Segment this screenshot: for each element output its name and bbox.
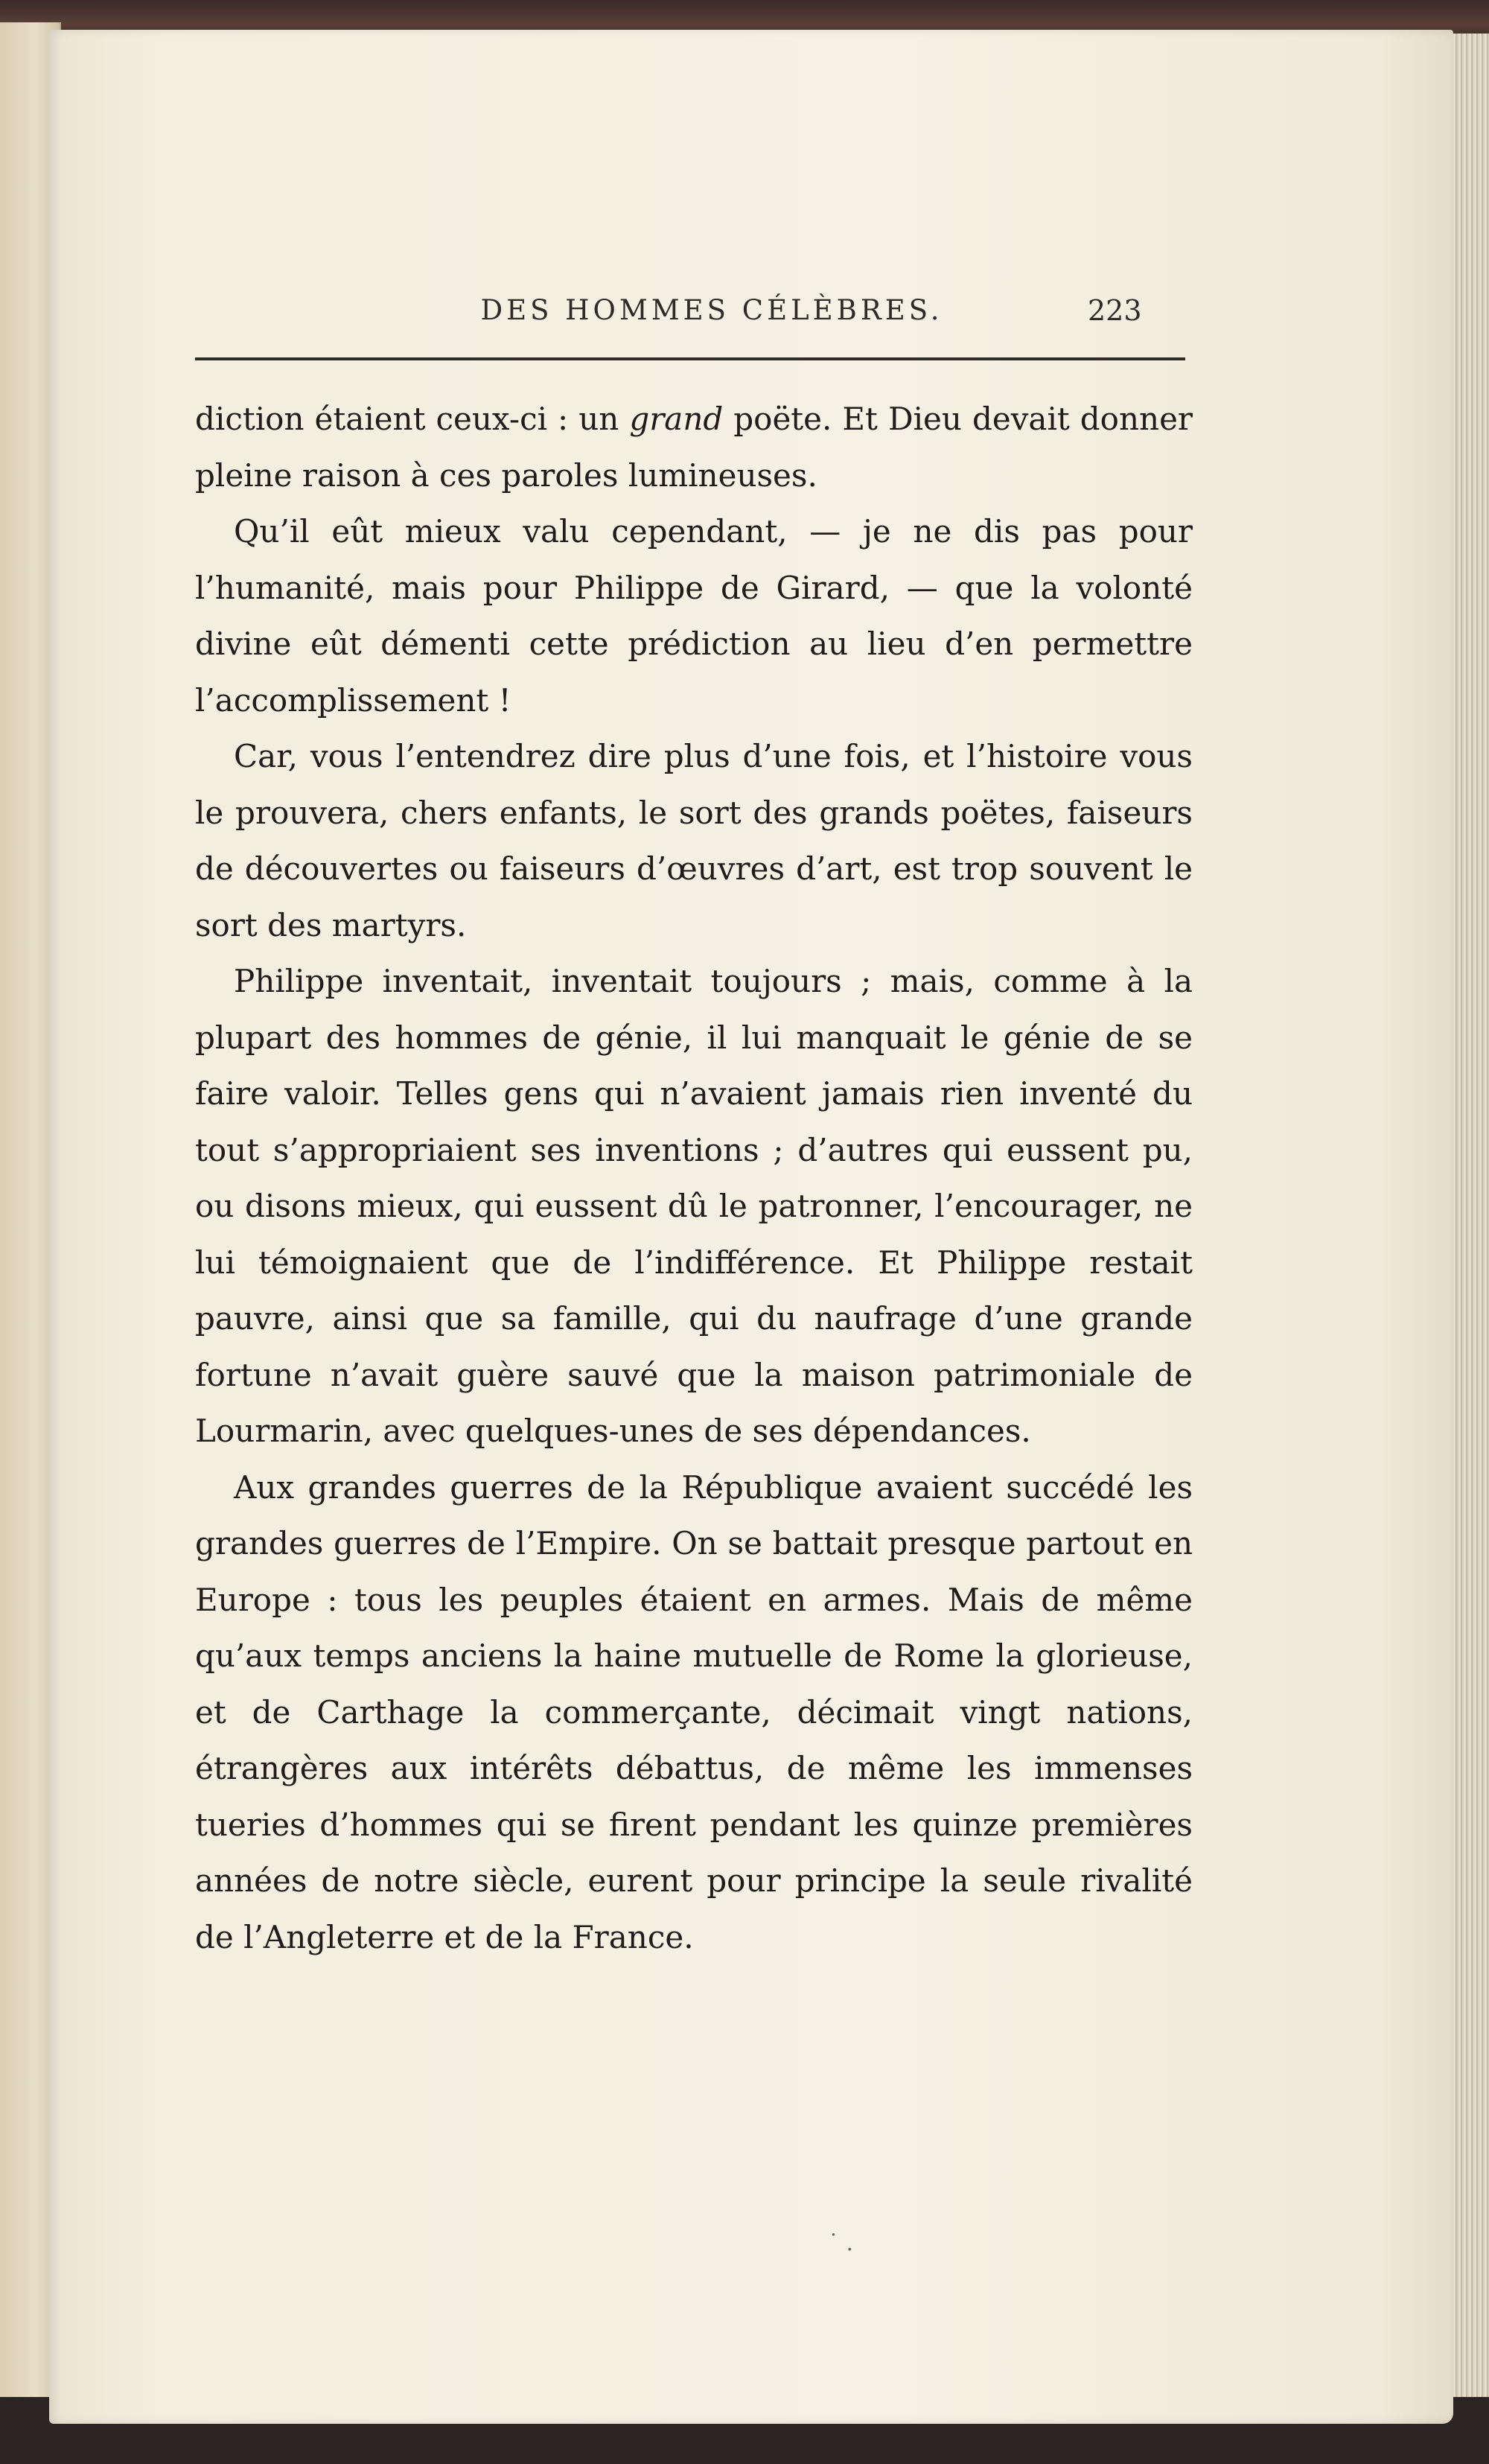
paragraph-3: Car, vous l’entendrez dire plus d’une fois, et l’histoire vous le prouvera, chers enfants, le sort des grands poëtes, faiseurs de découvertes ou faiseurs d’œuvres d’art, est trop souvent le sort des martyrs. xyxy=(195,738,1193,943)
paragraph-1-tail: poëte. Et Dieu devait donner pleine raison à ces paroles lumineuses. xyxy=(195,401,1193,494)
paper-specks: ˙ . xyxy=(828,2230,854,2256)
running-title: DES HOMMES CÉLÈBRES. xyxy=(480,294,943,326)
running-head xyxy=(49,294,1453,331)
book-page xyxy=(49,30,1453,2424)
paragraph-5: Aux grandes guerres de la République avaient succédé les grandes guerres de l’Empire. On se battait presque partout en Europe : tous les peuples étaient en armes. Mais de même qu’aux temps anciens la haine mutuelle de Rome la glorieuse, et de Carthage la commerçante, décimait vingt nations, étrangères aux intérêts débattus, de même les immenses tueries d’hommes qui se firent pendant les quinze premières années de notre siècle, eurent pour principe la seule rivalité de l’Angleterre et de la France. xyxy=(195,1468,1193,1955)
header-rule xyxy=(195,357,1185,360)
page-stack-edges xyxy=(1447,34,1489,2431)
paragraph-2: Qu’il eût mieux valu cependant, — je ne dis pas pour l’humanité, mais pour Philippe de Girard, — que la volonté divine eût démenti cette prédiction au lieu d’en permettre l’accomplissement ! xyxy=(195,513,1193,719)
page-number: 223 xyxy=(1088,294,1142,327)
paragraph-1-emphasis: grand xyxy=(629,401,724,437)
paragraph-1-lead: diction étaient ceux-ci : un xyxy=(195,401,630,437)
body-text xyxy=(195,391,1193,1965)
paragraph-1 xyxy=(195,391,1193,503)
paragraph-4: Philippe inventait, inventait toujours ; mais, comme à la plupart des hommes de génie, il lui manquait le génie de se faire valoir. Telles gens qui n’avaient jamais rien inventé du tout s’appropriaient ses inventions ; d’autres qui eussent pu, ou disons mieux, qui eussent dû le patronner, l’encourager, ne lui témoignaient que de l’indifférence. Et Philippe restait pauvre, ainsi que sa famille, qui du naufrage d’une grande fortune n’avait guère sauvé que la maison patrimoniale de Lourmarin, avec quelques-unes de ses dépendances. xyxy=(195,963,1193,1449)
